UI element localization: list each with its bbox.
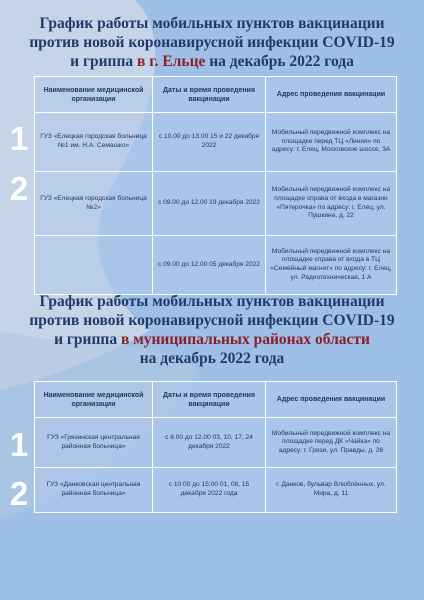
- row-number: 1: [9, 120, 29, 157]
- table-row: [35, 113, 397, 172]
- header-organization: Наименование медицинской организации: [35, 382, 153, 418]
- cell-dates: с 10:00 до 15:00 01, 08, 15 декабря 2022 года: [153, 468, 266, 513]
- section1-title-line3: [0, 52, 424, 71]
- section2-title-line4: на декабрь 2022 года: [139, 350, 285, 367]
- section2-title: [0, 292, 424, 368]
- header-organization: Наименование медицинской организации: [35, 77, 153, 113]
- cell-dates: с 8.00 до 12.00 03, 10, 17, 24 декабря 2022: [153, 418, 266, 468]
- cell-organization: ГУЗ «Елецкая городская больница №2»: [35, 172, 153, 236]
- section1-title-post: на декабрь 2022 года: [205, 53, 354, 70]
- cell-address: Мобильный передвижной комплекс на площадке справа от входа в магазин «Пятерочка» по адресу: г. Елец, ул. Пушкина, д. 22: [266, 172, 397, 236]
- section1-title-line2: против новой коронавирусной инфекции COVID-19: [29, 34, 395, 51]
- section2-title-line3: [0, 330, 424, 349]
- table-header-row: [35, 382, 397, 418]
- table-row: [35, 236, 397, 295]
- cell-dates: с 09.00 до 12.00 19 декабря 2022: [153, 172, 266, 236]
- cell-organization: [35, 236, 153, 295]
- cell-address: г. Данков, бульвар Влюблённых, ул. Мира, д. 11: [266, 468, 397, 513]
- header-dates: Даты и время проведения вакцинации: [153, 382, 266, 418]
- section2-title-pre: и гриппа: [54, 331, 121, 348]
- cell-address: Мобильный передвижной комплекс на площадке перед ТЦ «Линия» по адресу: г. Елец, Московское шоссе, 3А: [266, 113, 397, 172]
- section1-title-highlight: в г. Ельце: [137, 53, 206, 70]
- cell-dates: с 09.00 до 12.00 05 декабря 2022: [153, 236, 266, 295]
- cell-dates: с 10.00 до 13.00 15 и 22 декабря 2022: [153, 113, 266, 172]
- section2-table: [34, 381, 397, 513]
- cell-organization: ГУЗ «Грязинская центральная районная больница»: [35, 418, 153, 468]
- section2-title-highlight: в муниципальных районах области: [120, 331, 370, 348]
- header-address: Адрес проведения вакцинации: [266, 77, 397, 113]
- table-row: [35, 172, 397, 236]
- row-number: 2: [9, 475, 29, 512]
- table-row: [35, 418, 397, 468]
- section1-title: [0, 14, 424, 71]
- section1-title-pre: и гриппа: [70, 53, 138, 70]
- row-number: 1: [9, 426, 29, 463]
- table-row: [35, 468, 397, 513]
- table-header-row: [35, 77, 397, 113]
- cell-address: Мобильный передвижной комплекс на площадке справа от входа в ТЦ «Семейный магнит» по адресу: г. Елец, ул. Радиотехническая, 1 А: [266, 236, 397, 295]
- header-address: Адрес проведения вакцинации: [266, 382, 397, 418]
- cell-organization: ГУЗ «Елецкая городская больница №1 им. Н.А. Семашко»: [35, 113, 153, 172]
- section2-title-line1: График работы мобильных пунктов вакцинации: [39, 293, 385, 310]
- section1-table: [34, 76, 397, 295]
- section2-title-line2: против новой коронавирусной инфекции COVID-19: [29, 312, 395, 329]
- section1-title-line1: График работы мобильных пунктов вакцинации: [39, 15, 385, 32]
- row-number: 2: [9, 170, 29, 207]
- cell-address: Мобильный передвижной комплекс на площадке перед ДК «Чайка» по адресу: г. Грязи, ул. Правды, д. 26: [266, 418, 397, 468]
- header-dates: Даты и время проведения вакцинации: [153, 77, 266, 113]
- cell-organization: ГУЗ «Данковская центральная районная больница»: [35, 468, 153, 513]
